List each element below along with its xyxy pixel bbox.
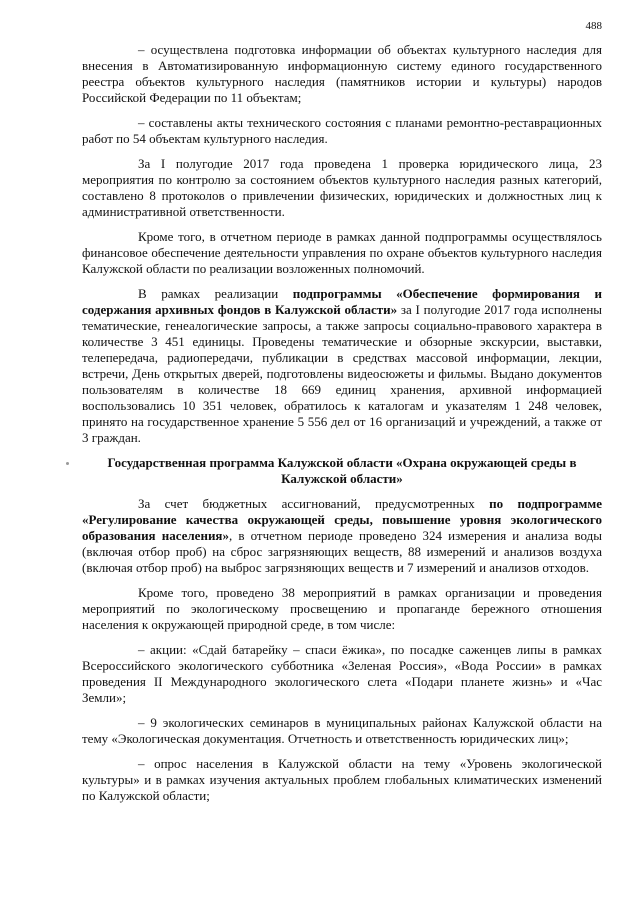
paragraph-restoration-acts: – составлены акты технического состояния с планами ремонтно-реставрационных работ по 54 объектам культурного наследия. — [82, 115, 602, 146]
paragraph-archives-rest: за I полугодие 2017 года исполнены тематические, генеалогические запросы, а также запросы социально-правового характера в количестве 3 451 единицы. Проведены тематические и обзорные экскурсии, выставки, телепередача, радиопередачи, публикации в средствах массовой информации, лекции, встречи, День открытых дверей, подготовлены видеосюжеты и фильмы. Выдано документов пользователям в количестве 18 669 единиц хранения, архивной информацией воспользовались 10 351 человек, обратилось к каталогам и указателям 1 248 человек, принято на государственное хранение 5 556 дел от 16 организаций и учреждений, а также от 3 граждан. — [82, 302, 603, 445]
scan-speck — [66, 462, 69, 465]
paragraph-environment-lead: За счет бюджетных ассигнований, предусмотренных — [138, 496, 490, 511]
list-item-seminars: – 9 экологических семинаров в муниципальных районах Калужской области на тему «Экологическая документация. Отчетность и ответственность юридических лиц»; — [82, 715, 602, 746]
paragraph-environment-measurements — [82, 496, 602, 576]
list-item-campaigns: – акции: «Сдай батарейку – спаси ёжика», по посадке саженцев липы в рамках Всероссийского экологического субботника «Зеленая Россия», «Вода России» в рамках проведения II Международного экологического слета «Подари планете жизнь» и «Час Земли»; — [82, 642, 602, 705]
page-number: 488 — [585, 20, 602, 32]
paragraph-archives-lead: В рамках реализации — [138, 286, 293, 301]
paragraph-cultural-registry: – осуществлена подготовка информации об объектах культурного наследия для внесения в Автоматизированную информационную систему единого государственного реестра объектов культурного наследия (памятников истории и культуры) народов Российской Федерации по 11 объектам; — [82, 42, 602, 105]
paragraph-inspections: За I полугодие 2017 года проведена 1 проверка юридического лица, 23 мероприятия по контролю за состоянием объектов культурного наследия разных категорий, составлено 8 протоколов о привлечении физических, юридических и должностных лиц к административной ответственности. — [82, 156, 602, 219]
section-heading-environment: Государственная программа Калужской области «Охрана окружающей среды в Калужской области» — [107, 455, 577, 486]
paragraph-environment-rest: , в отчетном периоде проведено 324 измерения и анализа воды (включая отбор проб) на сброс загрязняющих веществ, 88 измерений и анализов воздуха (включая отбор проб) на выброс загрязняющих веществ и 7 измерений и анализов отходов. — [82, 528, 602, 575]
list-item-survey: – опрос населения в Калужской области на тему «Уровень экологической культуры» и в рамках изучения актуальных проблем глобальных климатических изменений по Калужской области; — [82, 756, 602, 803]
paragraph-financial-support: Кроме того, в отчетном периоде в рамках данной подпрограммы осуществлялось финансовое обеспечение деятельности управления по охране объектов культурного наследия Калужской области по реализации возложенных полномочий. — [82, 229, 602, 276]
paragraph-archives — [82, 286, 602, 446]
paragraph-eco-events: Кроме того, проведено 38 мероприятий в рамках организации и проведения мероприятий по экологическому просвещению и пропаганде бережного отношения населения к окружающей природной среде, в том числе: — [82, 585, 602, 632]
paragraph-environment-subprogram: по подпрограмме «Регулирование качества окружающей среды, повышение уровня экологического образования населения» — [82, 496, 603, 543]
document-body — [82, 42, 602, 813]
paragraph-archives-subprogram: подпрограммы «Обеспечение формирования и содержания архивных фондов в Калужской области» — [82, 286, 603, 317]
